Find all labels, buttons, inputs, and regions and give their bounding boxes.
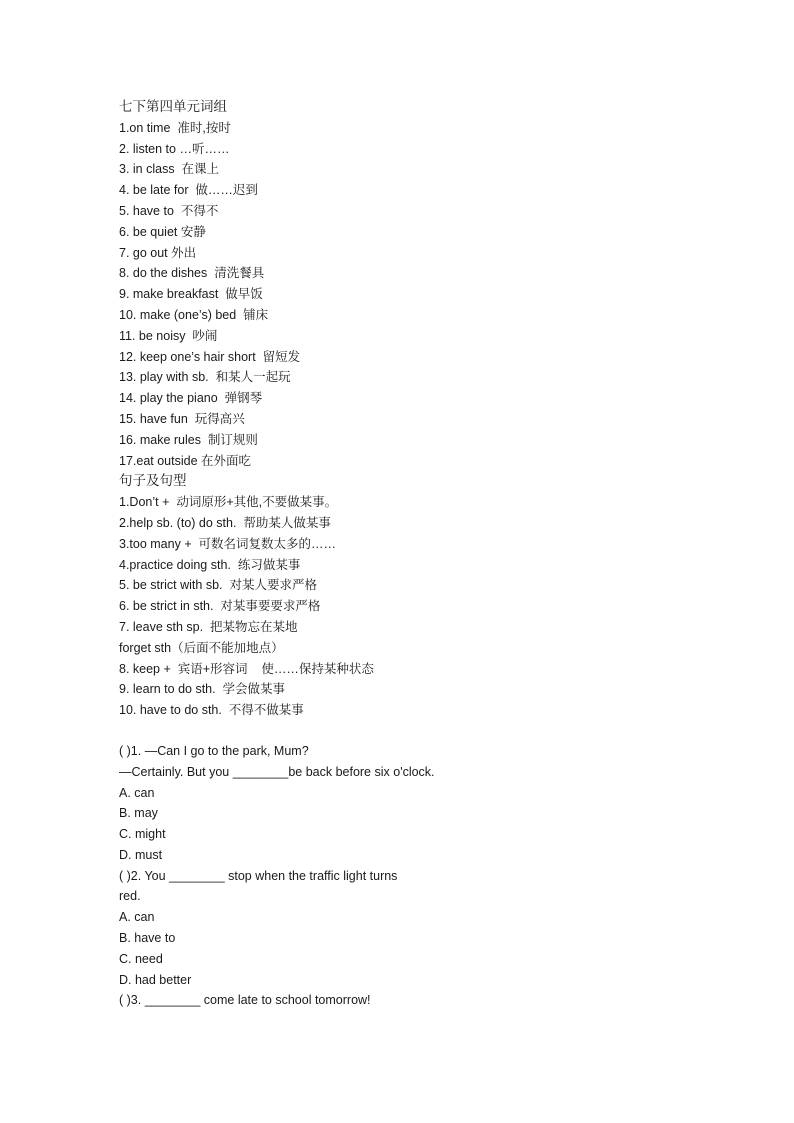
sentence-item: 1.Don’t + 动词原形+其他,不要做某事。	[119, 495, 338, 510]
question-list	[119, 741, 739, 1011]
phrase-item: 2. listen to …听……	[119, 141, 230, 156]
sentence-list	[119, 492, 739, 721]
phrase-item: 8. do the dishes 清洗餐具	[119, 266, 265, 281]
phrase-item: 5. have to 不得不	[119, 203, 219, 218]
question-stem: ( )1. —Can I go to the park, Mum?	[119, 743, 309, 758]
answer-option: A. can	[119, 910, 155, 925]
phrase-item: 10. make (one’s) bed 铺床	[119, 307, 269, 322]
question-stem: ( )3. ________ come late to school tomorrow!	[119, 993, 371, 1008]
phrase-item: 9. make breakfast 做早饭	[119, 287, 263, 302]
answer-option: B. have to	[119, 931, 176, 946]
section-spacer	[119, 721, 739, 741]
phrase-item: 6. be quiet 安静	[119, 224, 206, 239]
phrase-item: 7. go out 外出	[119, 245, 197, 260]
question-stem: —Certainly. But you ________be back before six o'clock.	[119, 764, 435, 779]
sentence-item: 6. be strict in sth. 对某事要要求严格	[119, 599, 321, 614]
sentence-item: forget sth（后面不能加地点）	[119, 640, 284, 655]
phrase-item: 14. play the piano 弹钢琴	[119, 391, 263, 406]
phrase-item: 15. have fun 玩得高兴	[119, 411, 245, 426]
phrase-item: 3. in class 在课上	[119, 162, 220, 177]
answer-option: A. can	[119, 785, 155, 800]
sentence-item: 2.help sb. (to) do sth. 帮助某人做某事	[119, 515, 331, 530]
sentence-item: 9. learn to do sth. 学会做某事	[119, 682, 286, 697]
answer-option: C. need	[119, 951, 163, 966]
phrase-item: 12. keep one’s hair short 留短发	[119, 349, 301, 364]
answer-option: D. must	[119, 847, 163, 862]
phrase-list	[119, 118, 739, 472]
phrase-item: 1.on time 准时,按时	[119, 120, 231, 135]
document-page	[119, 97, 739, 1011]
sentences-heading: 句子及句型	[119, 473, 187, 489]
sentence-item: 4.practice doing sth. 练习做某事	[119, 557, 301, 572]
phrase-item: 17.eat outside 在外面吃	[119, 453, 252, 468]
answer-option: D. had better	[119, 972, 192, 987]
sentence-item: 7. leave sth sp. 把某物忘在某地	[119, 619, 298, 634]
sentence-item: 5. be strict with sb. 对某人要求严格	[119, 578, 317, 593]
phrase-item: 4. be late for 做……迟到	[119, 183, 258, 198]
question-stem: red.	[119, 889, 141, 904]
phrase-item: 13. play with sb. 和某人一起玩	[119, 370, 291, 385]
phrase-item: 16. make rules 制订规则	[119, 432, 258, 447]
question-stem: ( )2. You ________ stop when the traffic light turns	[119, 868, 398, 883]
answer-option: C. might	[119, 827, 166, 842]
sentence-item: 3.too many + 可数名词复数太多的……	[119, 536, 337, 551]
sentence-item: 10. have to do sth. 不得不做某事	[119, 703, 304, 718]
sentence-item: 8. keep + 宾语+形容词 使……保持某种状态	[119, 661, 374, 676]
phrase-item: 11. be noisy 吵闹	[119, 328, 218, 343]
document-title: 七下第四单元词组	[119, 99, 227, 114]
answer-option: B. may	[119, 806, 158, 821]
